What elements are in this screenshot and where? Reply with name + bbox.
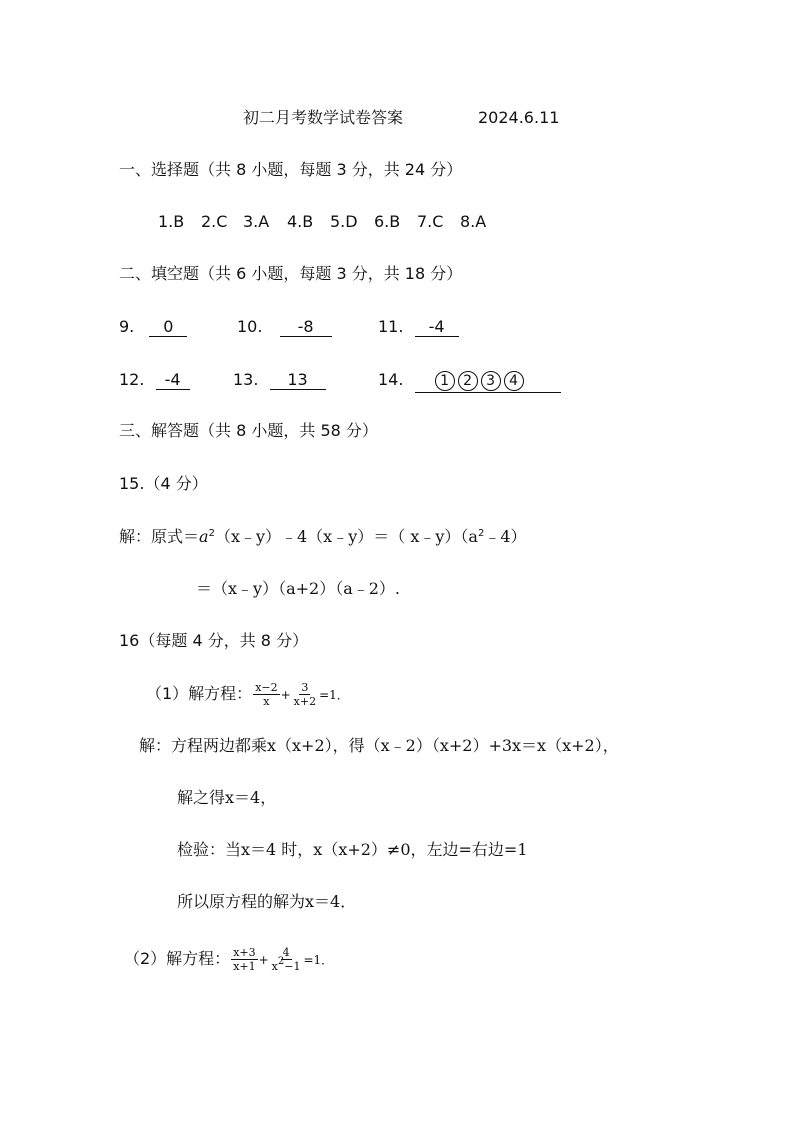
equals-one: =1． bbox=[319, 688, 349, 702]
q15-line2: ＝（x﹣y）（a+2）（a﹣2）. bbox=[196, 579, 400, 598]
q16-solution-line2: 解之得x＝4， bbox=[177, 788, 277, 807]
fill-item-number: 12. bbox=[119, 370, 145, 389]
q15-line1-tail: ﹣4） bbox=[484, 527, 527, 546]
numerator: x−2 bbox=[255, 681, 278, 694]
numerator: 3 bbox=[301, 681, 309, 694]
plus-sign: + bbox=[258, 953, 269, 967]
q16-part2-label: （2）解方程： bbox=[124, 949, 231, 968]
fill-answer-circles bbox=[415, 371, 561, 393]
mc-answer-7: 7.C bbox=[417, 212, 444, 231]
denominator-base: x bbox=[271, 960, 278, 973]
page-title: 初二月考数学试卷答案 bbox=[243, 108, 404, 127]
q15-line1-prefix: 解：原式＝ bbox=[119, 527, 200, 546]
fill-item-13 bbox=[233, 370, 326, 390]
fill-item-11 bbox=[378, 317, 459, 337]
q16-part2-equation bbox=[124, 941, 333, 978]
section3-heading: 三、解答题（共 8 小题，共 58 分） bbox=[119, 421, 378, 440]
mc-answer-2: 2.C bbox=[201, 212, 228, 231]
fill-item-number: 11. bbox=[378, 317, 404, 336]
fill-item-number: 10. bbox=[237, 317, 263, 336]
fill-answer: -8 bbox=[280, 318, 332, 337]
equals-one: =1． bbox=[303, 953, 334, 967]
section1-heading: 一、选择题（共 8 小题，每题 3 分，共 24 分） bbox=[119, 160, 463, 179]
denominator bbox=[270, 956, 303, 973]
denominator: x+2 bbox=[293, 695, 317, 708]
fill-answer: -4 bbox=[156, 371, 190, 390]
exponent: 2 bbox=[277, 956, 285, 967]
fill-item-number: 13. bbox=[233, 370, 259, 389]
section2-heading: 二、填空题（共 6 小题，每题 3 分，共 18 分） bbox=[119, 264, 463, 283]
q15-line1-body: （x﹣y）﹣4（x﹣y）＝（ x﹣y）（a bbox=[214, 527, 478, 546]
plus-sign: + bbox=[280, 688, 291, 702]
fill-answer: -4 bbox=[415, 318, 459, 337]
q16-solution-line4: 所以原方程的解为x＝4． bbox=[177, 892, 357, 911]
circled-number-3: 3 bbox=[481, 371, 501, 391]
q15-header: 15.（4 分） bbox=[119, 474, 208, 493]
circled-number-2: 2 bbox=[458, 371, 478, 391]
exponent: 2 bbox=[477, 528, 485, 539]
var-a: a bbox=[199, 527, 209, 546]
numerator: 4 bbox=[282, 946, 290, 959]
mc-answer-5: 5.D bbox=[330, 212, 358, 231]
q16-part1-equation bbox=[146, 677, 349, 712]
mc-answer-4: 4.B bbox=[287, 212, 314, 231]
denominator-tail: −1 bbox=[284, 960, 301, 973]
fill-item-14 bbox=[378, 370, 561, 393]
fill-item-number: 9. bbox=[119, 317, 135, 336]
numerator: x+3 bbox=[233, 946, 256, 959]
q16-part1-label: （1）解方程： bbox=[146, 684, 253, 703]
exponent: 2 bbox=[208, 528, 215, 539]
exam-date: 2024.6.11 bbox=[478, 108, 560, 127]
fill-item-10 bbox=[237, 317, 332, 337]
fill-answer: 13 bbox=[270, 371, 326, 390]
fill-item-12 bbox=[119, 370, 190, 390]
denominator: x+1 bbox=[233, 960, 256, 973]
q16-solution-line1: 解：方程两边都乘x（x+2），得（x﹣2）（x+2）+3x＝x（x+2）， bbox=[139, 736, 619, 755]
fraction bbox=[231, 946, 257, 973]
fill-answer: 0 bbox=[149, 318, 187, 337]
mc-answer-1: 1.B bbox=[158, 212, 185, 231]
fill-item-number: 14. bbox=[378, 370, 404, 389]
mc-answer-8: 8.A bbox=[460, 212, 487, 231]
denominator: x bbox=[263, 695, 270, 708]
q16-solution-line3: 检验：当x＝4 时，x（x+2）≠0，左边=右边=1 bbox=[177, 840, 528, 859]
q15-line1 bbox=[119, 527, 527, 547]
q16-header: 16（每题 4 分，共 8 分） bbox=[119, 631, 309, 650]
circled-number-4: 4 bbox=[504, 371, 524, 391]
circled-number-1: 1 bbox=[435, 371, 455, 391]
fraction bbox=[270, 946, 303, 973]
fraction bbox=[253, 681, 279, 708]
mc-answer-3: 3.A bbox=[243, 212, 270, 231]
fraction bbox=[292, 681, 318, 708]
mc-answer-6: 6.B bbox=[374, 212, 401, 231]
fill-item-9 bbox=[119, 317, 187, 337]
